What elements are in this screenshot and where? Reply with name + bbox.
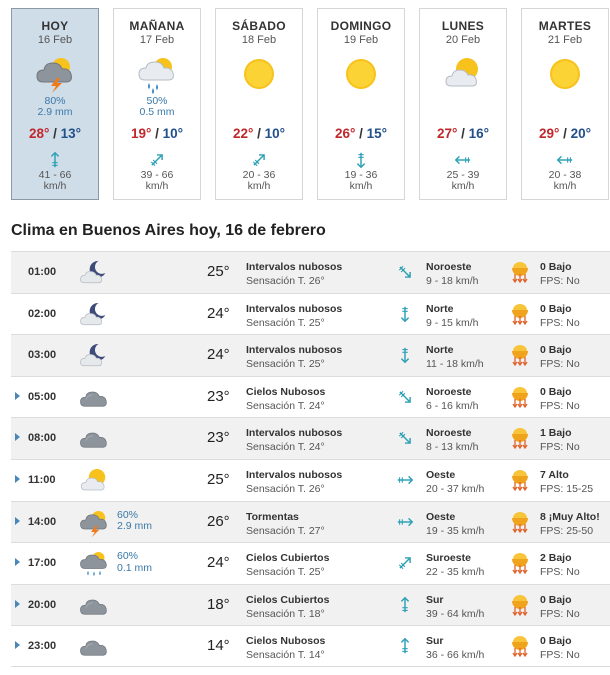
sun-cloud-icon — [443, 54, 483, 94]
uv-index: 0 Bajo — [540, 635, 572, 648]
hour-time: 05:00 — [28, 390, 57, 403]
condition-text: Intervalos nubosos — [246, 344, 343, 357]
uv-index: 0 Bajo — [540, 261, 572, 273]
sun-icon — [545, 54, 585, 94]
fps-value: FPS: 15-25 — [540, 482, 594, 495]
rain-probability: 50% — [146, 95, 168, 107]
expand-arrow-icon[interactable] — [15, 600, 20, 608]
uv-index: 1 Bajo — [540, 427, 572, 440]
condition — [246, 385, 325, 413]
hour-time: 14:00 — [28, 515, 57, 528]
wind-speed: 9 - 18 km/h — [426, 275, 479, 287]
fps-value: FPS: No — [540, 275, 580, 287]
day-name: LUNES — [441, 19, 485, 33]
wind-unit: km/h — [553, 180, 577, 192]
wind-arrow-icon — [396, 471, 414, 489]
wind-speed — [420, 170, 506, 192]
temperature-range — [420, 126, 506, 141]
wind-direction: Sur — [426, 635, 444, 648]
hour-temperature: 23° — [207, 429, 230, 447]
day-date: 17 Feb — [139, 34, 175, 46]
wind-direction: Oeste — [426, 510, 456, 523]
condition-text: Intervalos nubosos — [246, 302, 343, 315]
rain-amount: 0.1 mm — [117, 561, 153, 574]
wind-arrow-icon — [396, 637, 414, 655]
day-name: MAÑANA — [129, 19, 185, 33]
temp-separator: / — [253, 126, 265, 141]
wind-info — [426, 593, 484, 621]
wind-speed: 22 - 35 km/h — [426, 566, 485, 579]
wind-unit: km/h — [145, 180, 169, 192]
wind-speed: 9 - 15 km/h — [426, 316, 479, 329]
condition — [246, 260, 342, 288]
uv-index: 8 ¡Muy Alto! — [540, 510, 600, 523]
condition — [246, 593, 329, 621]
hourly-row — [11, 293, 610, 335]
sun-cloud-icon — [79, 466, 109, 496]
cloud-icon — [79, 632, 109, 662]
feels-like: Sensación T. 26° — [246, 275, 325, 287]
temperature-range — [114, 126, 200, 141]
storm-icon — [79, 508, 109, 538]
day-card[interactable] — [113, 8, 201, 200]
uv-info — [540, 385, 580, 413]
moon-cloud-icon — [79, 258, 109, 288]
uv-info — [540, 468, 593, 496]
rain-info — [117, 510, 152, 533]
wind-speed — [522, 170, 608, 192]
wind-speed — [114, 170, 200, 192]
wind-arrow-icon — [396, 263, 414, 281]
day-date: 19 Feb — [343, 34, 379, 46]
day-date: 21 Feb — [547, 34, 583, 46]
uv-icon — [510, 427, 530, 449]
condition — [246, 468, 342, 496]
rain-info — [117, 551, 152, 574]
hourly-row[interactable] — [11, 376, 610, 418]
condition — [246, 302, 342, 330]
condition-text: Cielos Nubosos — [246, 635, 326, 648]
hourly-row[interactable] — [11, 459, 610, 501]
rain-info — [12, 96, 98, 118]
day-card[interactable] — [11, 8, 99, 200]
wind-arrow-icon — [396, 513, 414, 531]
wind-info — [426, 385, 479, 413]
condition — [246, 551, 329, 579]
wind-unit: km/h — [451, 180, 475, 192]
daily-forecast — [11, 8, 610, 200]
wind-info — [426, 260, 479, 288]
uv-info — [540, 634, 580, 662]
hourly-row[interactable] — [11, 417, 610, 459]
rain-probability: 60% — [117, 508, 139, 521]
condition — [246, 426, 342, 454]
hour-temperature: 24° — [207, 346, 230, 364]
feels-like: Sensación T. 14° — [246, 649, 325, 662]
hourly-row — [11, 251, 610, 293]
condition — [246, 634, 325, 662]
temp-separator: / — [559, 126, 571, 141]
wind-range: 20 - 38 — [548, 169, 582, 181]
wind-speed: 11 - 18 km/h — [426, 358, 484, 371]
uv-info — [540, 302, 580, 330]
uv-info — [540, 260, 580, 288]
condition-text: Intervalos nubosos — [246, 427, 343, 440]
hour-time: 17:00 — [28, 557, 57, 570]
cloud-icon — [79, 424, 109, 454]
hour-time: 20:00 — [28, 598, 57, 611]
wind-direction: Noroeste — [426, 385, 472, 398]
day-name: DOMINGO — [330, 19, 392, 33]
section-title: Clima en Buenos Aires hoy, 16 de febrero — [11, 222, 326, 239]
wind-speed: 39 - 64 km/h — [426, 607, 485, 620]
wind-range: 25 - 39 — [446, 169, 480, 181]
temp-separator: / — [151, 126, 163, 141]
wind-arrow-icon — [249, 151, 269, 167]
uv-icon — [510, 594, 530, 616]
wind-info — [426, 468, 484, 496]
hour-temperature: 23° — [207, 387, 230, 405]
temp-min: 15° — [366, 126, 388, 141]
day-card[interactable] — [521, 8, 609, 200]
hour-time: 11:00 — [28, 473, 56, 486]
day-name: HOY — [41, 19, 69, 33]
temp-separator: / — [49, 126, 61, 141]
partly-cloudy-rain-icon — [137, 54, 177, 94]
hourly-row[interactable] — [11, 625, 610, 667]
expand-arrow-icon[interactable] — [15, 641, 20, 649]
temp-min: 16° — [468, 126, 490, 141]
wind-arrow-icon — [45, 151, 65, 167]
fps-value: FPS: No — [540, 649, 580, 662]
day-date: 20 Feb — [445, 34, 481, 46]
wind-info — [426, 510, 484, 538]
condition-text: Cielos Cubiertos — [246, 552, 330, 565]
moon-cloud-icon — [79, 341, 109, 371]
uv-icon — [510, 552, 530, 574]
uv-info — [540, 510, 600, 538]
wind-speed: 19 - 35 km/h — [426, 524, 485, 537]
cloud-icon — [79, 591, 109, 621]
expand-arrow-icon[interactable] — [15, 475, 20, 483]
wind-arrow-icon — [351, 151, 371, 167]
uv-icon — [510, 386, 530, 408]
wind-speed: 8 - 13 km/h — [426, 441, 479, 454]
wind-unit: km/h — [43, 180, 67, 192]
hour-time: 08:00 — [28, 432, 57, 445]
feels-like: Sensación T. 25° — [246, 358, 325, 371]
cloud-icon — [79, 383, 109, 413]
wind-speed — [318, 170, 404, 192]
wind-arrow-icon — [453, 151, 473, 167]
temp-max: 19° — [130, 126, 152, 141]
hour-temperature: 26° — [207, 512, 230, 530]
uv-info — [540, 426, 580, 454]
rain-probability: 60% — [117, 550, 139, 563]
wind-direction: Norte — [426, 344, 454, 357]
wind-range: 19 - 36 — [344, 169, 378, 181]
wind-speed: 36 - 66 km/h — [426, 649, 485, 662]
rain-probability: 80% — [44, 95, 66, 107]
wind-unit: km/h — [247, 180, 271, 192]
uv-index: 2 Bajo — [540, 552, 572, 565]
expand-arrow-icon[interactable] — [15, 517, 20, 525]
hour-temperature: 25° — [207, 470, 230, 488]
wind-range: 39 - 66 — [140, 169, 174, 181]
wind-range: 41 - 66 — [38, 169, 72, 181]
feels-like: Sensación T. 25° — [246, 316, 325, 329]
wind-arrow-icon — [396, 388, 414, 406]
uv-icon — [510, 469, 530, 491]
hour-temperature: 24° — [207, 554, 230, 572]
uv-icon — [510, 511, 530, 533]
wind-info — [426, 302, 479, 330]
temp-min: 13° — [60, 126, 82, 141]
uv-icon — [510, 261, 530, 283]
day-date: 16 Feb — [37, 34, 73, 46]
hourly-row[interactable] — [11, 584, 610, 626]
wind-speed — [216, 170, 302, 192]
fps-value: FPS: No — [540, 316, 580, 329]
wind-info — [426, 551, 484, 579]
wind-arrow-icon — [555, 151, 575, 167]
rain-info — [114, 96, 200, 118]
temperature-range — [216, 126, 302, 141]
fps-value: FPS: No — [540, 399, 580, 412]
wind-arrow-icon — [396, 305, 414, 323]
uv-info — [540, 551, 580, 579]
uv-index: 0 Bajo — [540, 593, 572, 606]
condition — [246, 510, 325, 538]
day-card[interactable] — [419, 8, 507, 200]
temp-min: 10° — [162, 126, 184, 141]
wind-range: 20 - 36 — [242, 169, 276, 181]
temp-min: 10° — [264, 126, 286, 141]
fps-value: FPS: No — [540, 607, 580, 620]
temperature-range — [522, 126, 608, 141]
condition-text: Tormentas — [246, 510, 299, 523]
rain-amount: 2.9 mm — [37, 106, 73, 118]
temperature-range — [318, 126, 404, 141]
expand-arrow-icon[interactable] — [15, 392, 20, 400]
day-name: SÁBADO — [232, 19, 286, 33]
temp-separator: / — [457, 126, 469, 141]
fps-value: FPS: No — [540, 358, 580, 371]
wind-speed: 20 - 37 km/h — [426, 482, 485, 495]
hour-temperature: 25° — [207, 263, 230, 280]
uv-index: 0 Bajo — [540, 302, 572, 315]
fps-value: FPS: 25-50 — [540, 524, 594, 537]
day-card[interactable] — [215, 8, 303, 200]
wind-speed — [12, 170, 98, 192]
expand-arrow-icon[interactable] — [15, 558, 20, 566]
condition-text: Intervalos nubosos — [246, 468, 343, 481]
wind-speed: 6 - 16 km/h — [426, 399, 479, 412]
storm-icon — [35, 54, 75, 94]
cloud-rain-icon — [79, 549, 109, 579]
condition-text: Cielos Cubiertos — [246, 593, 330, 606]
fps-value: FPS: No — [540, 566, 580, 579]
hour-time: 02:00 — [28, 307, 57, 320]
wind-direction: Norte — [426, 302, 454, 315]
hourly-row — [11, 334, 610, 376]
rain-info — [318, 96, 404, 118]
feels-like: Sensación T. 25° — [246, 566, 325, 579]
feels-like: Sensación T. 24° — [246, 441, 325, 454]
feels-like: Sensación T. 26° — [246, 482, 325, 495]
hour-temperature: 18° — [207, 595, 230, 613]
wind-direction: Oeste — [426, 468, 456, 481]
wind-arrow-icon — [396, 429, 414, 447]
wind-direction: Noroeste — [426, 427, 472, 440]
uv-info — [540, 593, 580, 621]
day-name: MARTES — [538, 19, 592, 33]
uv-icon — [510, 303, 530, 325]
hourly-row[interactable] — [11, 501, 610, 543]
feels-like: Sensación T. 27° — [246, 524, 325, 537]
wind-info — [426, 343, 484, 371]
rain-amount: 0.5 mm — [139, 106, 175, 118]
expand-arrow-icon[interactable] — [15, 433, 20, 441]
rain-info — [216, 96, 302, 118]
moon-cloud-icon — [79, 300, 109, 330]
uv-index: 7 Alto — [540, 468, 569, 481]
temp-max: 27° — [436, 126, 458, 141]
temp-separator: / — [355, 126, 367, 141]
temperature-range — [12, 126, 98, 141]
hour-time: 01:00 — [28, 266, 57, 278]
temp-max: 22° — [232, 126, 254, 141]
uv-index: 0 Bajo — [540, 385, 572, 398]
hourly-row[interactable] — [11, 542, 610, 584]
wind-info — [426, 634, 484, 662]
fps-value: FPS: No — [540, 441, 580, 454]
condition — [246, 343, 342, 371]
uv-icon — [510, 635, 530, 657]
condition-text: Intervalos nubosos — [246, 261, 343, 273]
wind-info — [426, 426, 479, 454]
feels-like: Sensación T. 18° — [246, 607, 325, 620]
day-card[interactable] — [317, 8, 405, 200]
wind-arrow-icon — [396, 596, 414, 614]
rain-amount: 2.9 mm — [117, 520, 153, 533]
rain-info — [420, 96, 506, 118]
condition-text: Cielos Nubosos — [246, 385, 326, 398]
uv-info — [540, 343, 580, 371]
temp-max: 28° — [28, 126, 50, 141]
hour-time: 23:00 — [28, 640, 57, 653]
hour-temperature: 14° — [207, 637, 230, 655]
wind-unit: km/h — [349, 180, 373, 192]
feels-like: Sensación T. 24° — [246, 399, 325, 412]
hour-temperature: 24° — [207, 304, 230, 322]
hourly-forecast — [11, 251, 610, 667]
wind-arrow-icon — [396, 554, 414, 572]
wind-arrow-icon — [396, 346, 414, 364]
uv-icon — [510, 344, 530, 366]
wind-direction: Noroeste — [426, 261, 472, 273]
rain-info — [522, 96, 608, 118]
sun-icon — [341, 54, 381, 94]
temp-min: 20° — [570, 126, 592, 141]
sun-icon — [239, 54, 279, 94]
wind-direction: Sur — [426, 593, 444, 606]
temp-max: 29° — [538, 126, 560, 141]
uv-index: 0 Bajo — [540, 344, 572, 357]
day-date: 18 Feb — [241, 34, 277, 46]
temp-max: 26° — [334, 126, 356, 141]
wind-arrow-icon — [147, 151, 167, 167]
wind-direction: Suroeste — [426, 552, 471, 565]
hour-time: 03:00 — [28, 349, 57, 362]
